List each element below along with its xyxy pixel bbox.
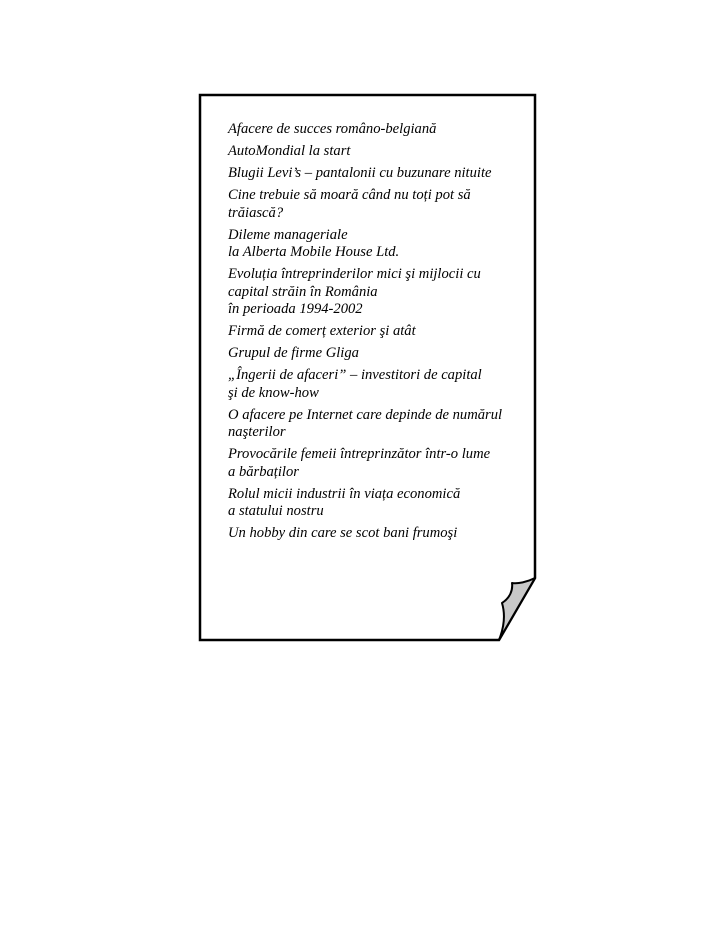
- case-title-item: [228, 525, 528, 543]
- case-title-line: Firmă de comerț exterior şi atât: [228, 323, 416, 339]
- case-title-item: [228, 407, 528, 442]
- case-title-line: Rolul micii industrii în viața economică: [228, 485, 461, 502]
- case-title-line: a bărbaților: [228, 463, 299, 480]
- case-title-item: [228, 367, 528, 402]
- case-title-line: naşterilor: [228, 424, 286, 440]
- case-title-item: [228, 165, 528, 183]
- case-title-item: [228, 345, 528, 363]
- case-title-line: O afacere pe Internet care depinde de numărul: [228, 406, 503, 423]
- case-title-line: şi de know-how: [228, 384, 319, 401]
- case-title-line: capital străin în România: [228, 283, 378, 300]
- case-title-line: la Alberta Mobile House Ltd.: [228, 244, 400, 260]
- case-title-line: Un hobby din care se scot bani frumoşi: [228, 525, 458, 541]
- case-title-item: [228, 266, 528, 319]
- case-title-line: Blugii Levi’s – pantalonii cu buzunare nituite: [228, 165, 492, 181]
- case-title-list: [228, 121, 528, 547]
- case-title-line: Grupul de firme Gliga: [228, 345, 359, 361]
- case-title-item: [228, 486, 528, 521]
- case-title-line: Cine trebuie să moară când nu toți pot să: [228, 187, 471, 203]
- case-title-line: trăiască?: [228, 204, 284, 221]
- case-title-line: a statului nostru: [228, 503, 324, 519]
- case-title-line: AutoMondial la start: [228, 143, 351, 159]
- case-title-line: în perioada 1994-2002: [228, 301, 363, 317]
- case-title-item: [228, 446, 528, 481]
- case-title-line: Evoluția întreprinderilor mici şi mijlocii cu: [228, 266, 481, 282]
- case-title-line: „Îngerii de afaceri” – investitori de capital: [228, 367, 482, 383]
- case-title-line: Afacere de succes româno-belgiană: [228, 121, 437, 137]
- case-title-item: [228, 323, 528, 341]
- case-title-line: Dileme manageriale: [228, 226, 348, 243]
- case-title-item: [228, 187, 528, 222]
- case-title-item: [228, 227, 528, 262]
- case-title-item: [228, 121, 528, 139]
- case-title-line: Provocările femeii întreprinzător într-o lume: [228, 446, 491, 462]
- case-title-item: [228, 143, 528, 161]
